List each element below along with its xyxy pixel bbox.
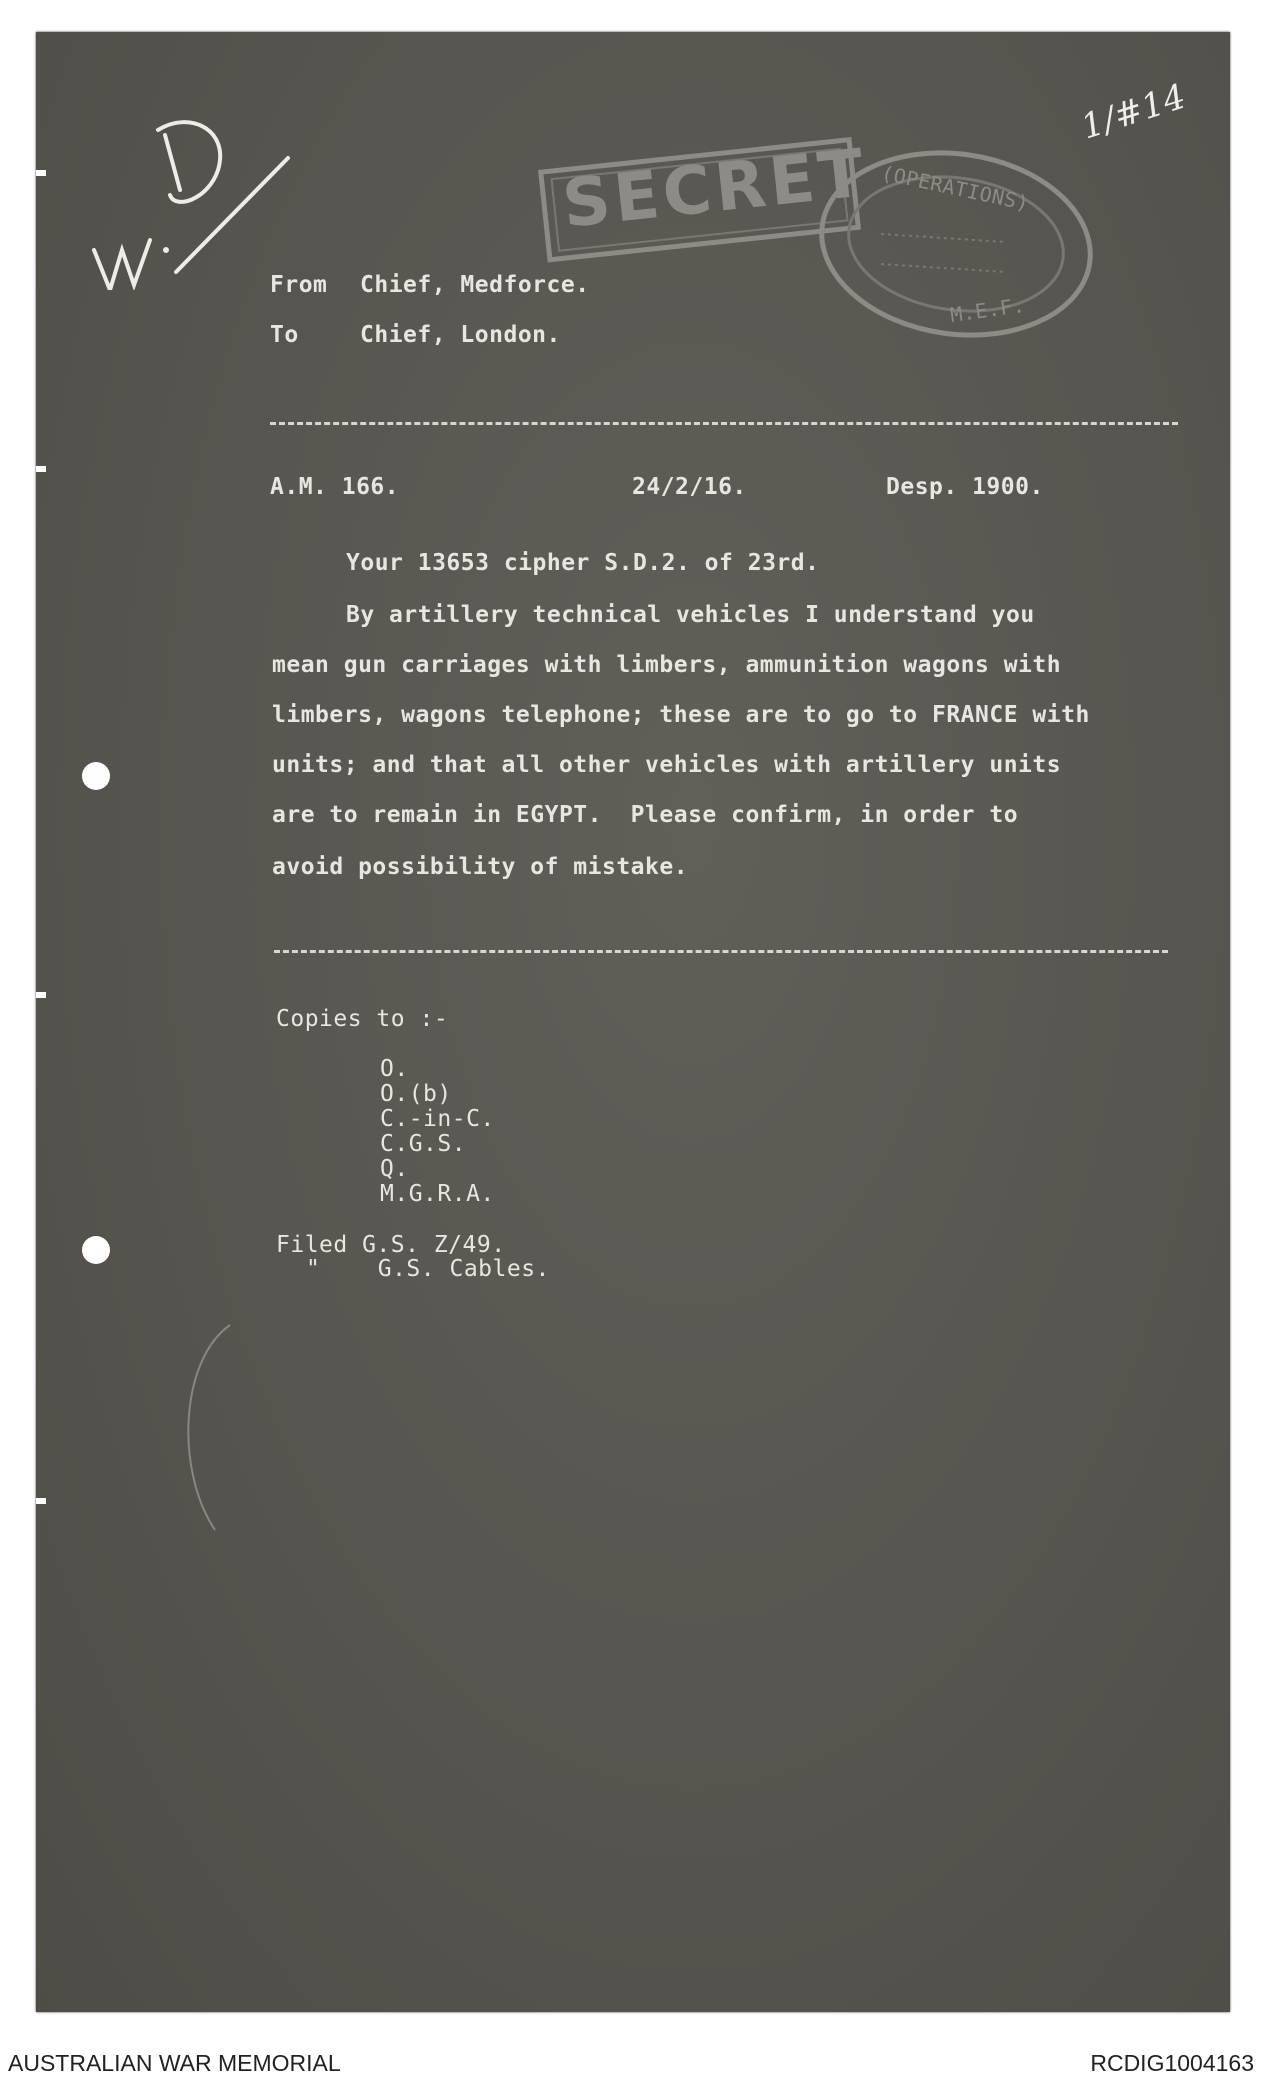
copy-recipient: O.: [380, 1056, 409, 1082]
body-line: By artillery technical vehicles I understand you: [346, 602, 1035, 628]
secret-stamp-text: SECRET: [558, 134, 872, 243]
edge-tear: [36, 992, 46, 998]
handwritten-reference: 1/#14: [1076, 76, 1191, 148]
body-line: mean gun carriages with limbers, ammunition wagons with: [272, 652, 1062, 678]
body-line: Your 13653 cipher S.D.2. of 23rd.: [346, 550, 820, 576]
copy-recipient: C.G.S.: [380, 1131, 467, 1157]
edge-tear: [36, 1498, 46, 1504]
footer-catalog-id: RCDIG1004163: [1090, 2050, 1254, 2076]
pencil-mark: [170, 1320, 250, 1540]
handwritten-initials: [80, 100, 300, 290]
copy-recipient: O.(b): [380, 1081, 452, 1107]
to-value: Chief, London.: [360, 322, 561, 348]
copy-recipient: M.G.R.A.: [380, 1181, 495, 1207]
operations-stamp-top: (OPERATIONS): [879, 160, 1032, 216]
edge-tear: [36, 466, 46, 472]
body-line: are to remain in EGYPT. Please confirm, in order to: [272, 802, 1019, 828]
body-line: avoid possibility of mistake.: [272, 854, 689, 880]
from-value: Chief, Medforce.: [360, 272, 590, 298]
body-line: limbers, wagons telephone; these are to go to FRANCE with: [272, 702, 1090, 728]
copy-recipient: C.-in-C.: [380, 1106, 495, 1132]
filed-line: Filed G.S. Z/49.: [276, 1232, 506, 1258]
punch-hole-lower: [82, 1236, 110, 1264]
divider-bottom: [274, 950, 1168, 953]
edge-tear: [36, 170, 46, 176]
from-label: From: [270, 272, 328, 298]
message-number: A.M. 166.: [270, 474, 400, 500]
copies-to-label: Copies to :-: [276, 1006, 449, 1032]
operations-stamp-bottom: M.E.F.: [948, 292, 1027, 328]
filed-line: " G.S. Cables.: [306, 1256, 550, 1282]
message-date: 24/2/16.: [632, 474, 747, 500]
punch-hole-upper: [82, 762, 110, 790]
to-label: To: [270, 322, 299, 348]
body-line: units; and that all other vehicles with artillery units: [272, 752, 1062, 778]
despatch-time: Desp. 1900.: [886, 474, 1044, 500]
divider-top: [270, 422, 1178, 425]
copy-recipient: Q.: [380, 1156, 409, 1182]
footer-institution: AUSTRALIAN WAR MEMORIAL: [8, 2050, 341, 2076]
